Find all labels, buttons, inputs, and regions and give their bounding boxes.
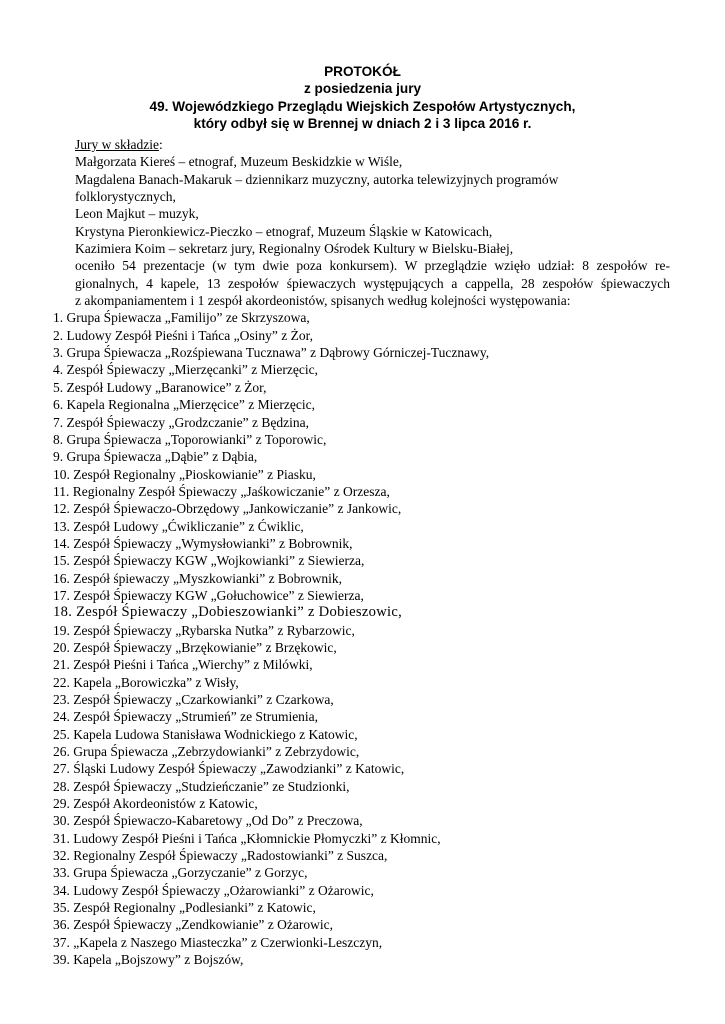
jury-heading-colon: :	[158, 137, 163, 152]
list-item: 24. Zespół Śpiewaczy „Strumień” ze Strumienia,	[53, 709, 319, 725]
event-name: 49. Wojewódzkiego Przeglądu Wiejskich Zespołów Artystycznych,	[149, 98, 576, 114]
list-item: 29. Zespół Akordeonistów z Katowic,	[53, 796, 258, 812]
list-item: 17. Zespół Śpiewaczy KGW „Gołuchowice” z Siewierza,	[53, 587, 364, 603]
jury-member: Leon Majkut – muzyk,	[75, 206, 199, 222]
participants-list	[0, 309, 725, 968]
list-item: 34. Ludowy Zespół Śpiewaczy „Ożarowianki” z Ożarowic,	[53, 882, 374, 898]
list-item: 15. Zespół Śpiewaczy KGW „Wojkowianki” z Siewierza,	[53, 553, 365, 569]
list-item: 28. Zespół Śpiewaczy „Studzieńczanie” ze Studzionki,	[53, 778, 350, 794]
summary-line	[0, 275, 725, 292]
list-item: 27. Śląski Ludowy Zespół Śpiewaczy „Zawodzianki” z Katowic,	[53, 761, 405, 777]
list-item: 39. Kapela „Bojszowy” z Bojszów,	[53, 952, 244, 968]
list-item: 26. Grupa Śpiewacza „Zebrzydowianki” z Zebrzydowic,	[53, 744, 360, 760]
list-item: 6. Kapela Regionalna „Mierzęcice” z Mierzęcic,	[53, 397, 315, 413]
list-item: 32. Regionalny Zespół Śpiewaczy „Radostowianki” z Suszca,	[53, 848, 388, 864]
summary-text-1: oceniło 54 prezentacje (w tym dwie poza konkursem). W przeglądzie wzięło udział: 8 zespołów re-	[75, 258, 670, 274]
list-item: 21. Zespół Pieśni i Tańca „Wierchy” z Milówki,	[53, 657, 313, 673]
list-item: 11. Regionalny Zespół Śpiewaczy „Jaśkowiczanie” z Orzesza,	[53, 483, 390, 499]
list-item: 25. Kapela Ludowa Stanisława Wodnickiego z Katowic,	[53, 726, 358, 742]
list-item: 33. Grupa Śpiewacza „Gorzyczanie” z Gorzyc,	[53, 865, 308, 881]
list-item: 3. Grupa Śpiewacza „Rozśpiewana Tucznawa” z Dąbrowy Górniczej-Tucznawy,	[53, 345, 490, 361]
list-item: 36. Zespół Śpiewaczy „Zendkowianie” z Ożarowic,	[53, 917, 334, 933]
list-item: 10. Zespół Regionalny „Pioskowianie” z Piasku,	[53, 466, 316, 482]
list-item: 4. Zespół Śpiewaczy „Mierzęcanki” z Mierzęcic,	[53, 362, 318, 378]
jury-member: folklorystycznych,	[75, 189, 176, 205]
event-place-date: który odbył się w Brennej w dniach 2 i 3 lipca 2016 r.	[193, 115, 532, 131]
list-item: 35. Zespół Regionalny „Podlesianki” z Katowic,	[53, 900, 316, 916]
list-item: 30. Zespół Śpiewaczo-Kabaretowy „Od Do” z Preczowa,	[53, 813, 363, 829]
document-header	[40, 63, 685, 132]
summary-text-3: z akompaniamentem i 1 zespół akordeonistów, spisanych według kolejności występowania:	[75, 293, 571, 309]
list-item: 12. Zespół Śpiewaczo-Obrzędowy „Jankowiczanie” z Jankowic,	[53, 501, 402, 517]
jury-heading: Jury w składzie	[75, 137, 159, 152]
list-item: 13. Zespół Ludowy „Ćwikliczanie” z Ćwiklic,	[53, 518, 304, 534]
summary-text-2: gionalnych, 4 kapele, 13 zespołów śpiewaczych występujących a cappella, 28 zespołów śpiewaczych	[75, 275, 670, 291]
jury-member: Małgorzata Kiereś – etnograf, Muzeum Beskidzkie w Wiśle,	[75, 154, 403, 170]
list-item: 14. Zespół Śpiewaczy „Wymysłowianki” z Bobrownik,	[53, 535, 353, 551]
document-body	[0, 136, 725, 969]
list-item: 18. Zespół Śpiewaczy „Dobieszowianki” z Dobieszowic,	[53, 604, 403, 621]
jury-heading-line	[0, 136, 725, 153]
jury-member: Krystyna Pieronkiewicz-Pieczko – etnograf, Muzeum Śląskie w Katowicach,	[75, 223, 493, 239]
document-title: PROTOKÓŁ	[324, 64, 401, 79]
list-item: 5. Zespół Ludowy „Baranowice” z Żor,	[53, 379, 267, 395]
list-item: 8. Grupa Śpiewacza „Toporowianki” z Toporowic,	[53, 431, 327, 447]
list-item: 37. „Kapela z Naszego Miasteczka” z Czerwionki-Leszczyn,	[53, 934, 383, 950]
list-item: 2. Ludowy Zespół Pieśni i Tańca „Osiny” z Żor,	[53, 327, 313, 343]
list-item: 9. Grupa Śpiewacza „Dąbie” z Dąbia,	[53, 449, 258, 465]
list-item: 1. Grupa Śpiewacza „Familijo” ze Skrzyszowa,	[53, 310, 310, 326]
jury-member: Kazimiera Koim – sekretarz jury, Regionalny Ośrodek Kultury w Bielsku-Białej,	[75, 241, 514, 257]
list-item: 31. Ludowy Zespół Pieśni i Tańca „Kłomnickie Płomyczki” z Kłomnic,	[53, 830, 441, 846]
document-subtitle: z posiedzenia jury	[303, 81, 422, 97]
list-item: 19. Zespół Śpiewaczy „Rybarska Nutka” z Rybarzowic,	[53, 622, 355, 638]
list-item: 22. Kapela „Borowiczka” z Wisły,	[53, 674, 239, 690]
summary-line	[0, 257, 725, 274]
list-item: 23. Zespół Śpiewaczy „Czarkowianki” z Czarkowa,	[53, 692, 334, 707]
list-item: 16. Zespół śpiewaczy „Myszkowianki” z Bobrownik,	[53, 570, 343, 586]
jury-member: Magdalena Banach-Makaruk – dziennikarz muzyczny, autorka telewizyjnych programów	[75, 171, 559, 187]
list-item: 7. Zespół Śpiewaczy „Grodzczanie” z Będzina,	[53, 414, 310, 430]
list-item: 20. Zespół Śpiewaczy „Brzękowianie” z Brzękowic,	[53, 639, 337, 655]
